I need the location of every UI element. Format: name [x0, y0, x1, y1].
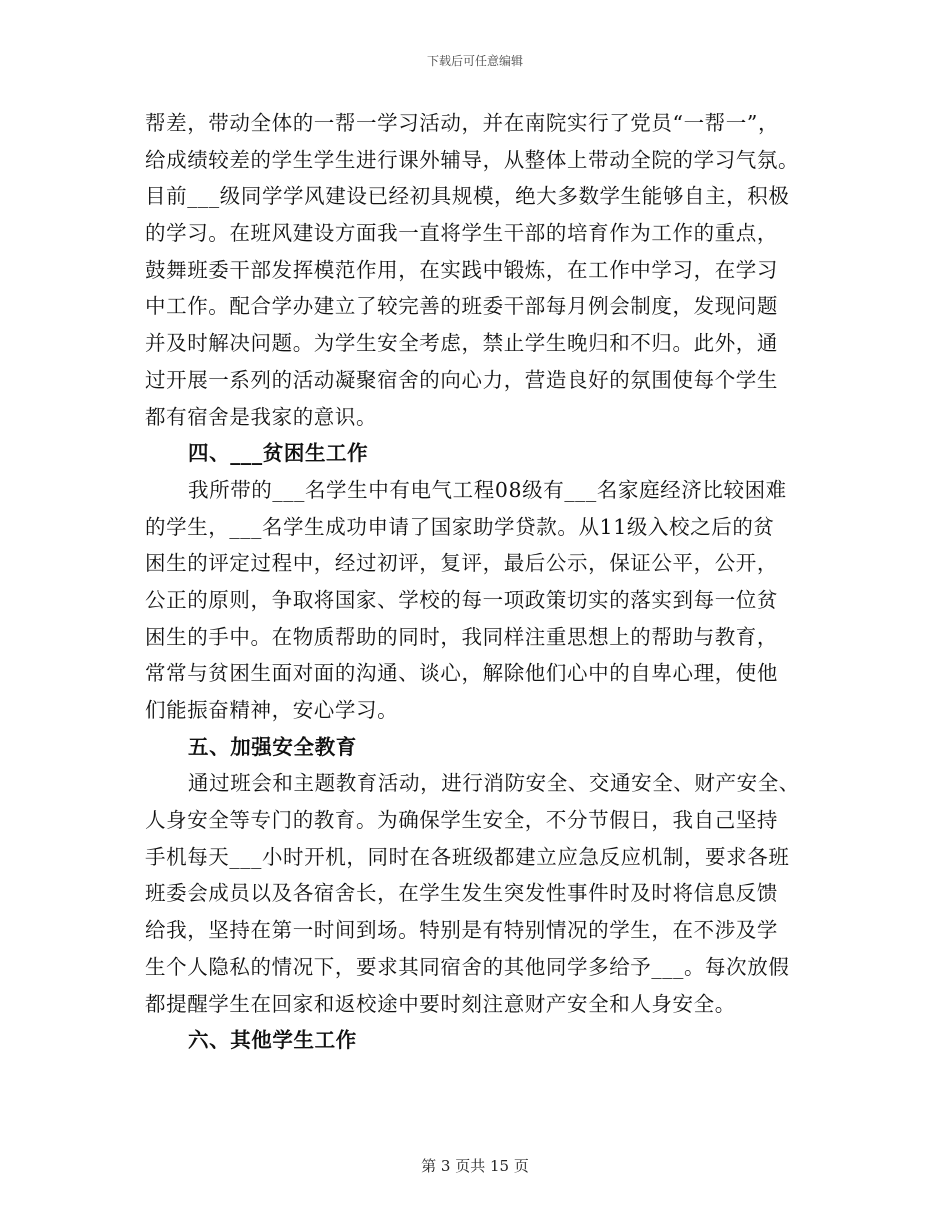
- paragraph-line: 人身安全等专门的教育。为确保学生安全，不分节假日，我自己坚持: [145, 808, 778, 833]
- paragraph-line: 手机每天___小时开机，同时在各班级都建立应急反应机制，要求各班: [145, 844, 790, 869]
- paragraph-line: 公正的原则，争取将国家、学校的每一项政策切实的落实到每一位贫: [145, 587, 778, 612]
- paragraph-line: 生个人隐私的情况下，要求其同宿舍的其他同学多给予___。每次放假: [145, 954, 790, 979]
- paragraph-line: 鼓舞班委干部发挥模范作用，在实践中锻炼，在工作中学习，在学习: [145, 257, 778, 282]
- paragraph-line: 困生的手中。在物质帮助的同时，我同样注重思想上的帮助与教育，: [145, 624, 778, 649]
- paragraph-line: 帮差，带动全体的一帮一学习活动，并在南院实行了党员“一帮一”，: [145, 111, 780, 135]
- paragraph-line: 给我，坚持在第一时间到场。特别是有特别情况的学生，在不涉及学: [145, 918, 778, 943]
- paragraph-line: 中工作。配合学办建立了较完善的班委干部每月例会制度，发现问题: [145, 294, 778, 319]
- paragraph-line: 常常与贫困生面对面的沟通、谈心，解除他们心中的自卑心理，使他: [145, 661, 778, 686]
- section-heading: 五、加强安全教育: [188, 734, 357, 759]
- paragraph-line: 我所带的___名学生中有电气工程08级有___名家庭经济比较困难: [188, 477, 787, 502]
- paragraph-line: 目前___级同学学风建设已经初具规模，绝大多数学生能够自主，积极: [145, 184, 790, 209]
- paragraph-line: 困生的评定过程中，经过初评，复评，最后公示，保证公平，公开，: [145, 551, 778, 576]
- page-footer: 第 3 页共 15 页: [421, 1157, 529, 1175]
- paragraph-line: 的学习。在班风建设方面我一直将学生干部的培育作为工作的重点，: [145, 221, 778, 246]
- section-heading: 四、___贫困生工作: [188, 441, 369, 466]
- paragraph-line: 给成绩较差的学生学生进行课外辅导，从整体上带动全院的学习气氛。: [145, 147, 800, 172]
- paragraph-line: 通过班会和主题教育活动，进行消防安全、交通安全、财产安全、: [188, 771, 800, 796]
- paragraph-line: 的学生，___名学生成功申请了国家助学贷款。从11级入校之后的贫: [145, 514, 775, 539]
- paragraph-line: 班委会成员以及各宿舍长，在学生发生突发性事件时及时将信息反馈: [145, 881, 778, 906]
- paragraph-line: 过开展一系列的活动凝聚宿舍的向心力，营造良好的氛围使每个学生: [145, 367, 778, 392]
- section-heading: 六、其他学生工作: [188, 1028, 357, 1053]
- paragraph-line: 们能振奋精神，安心学习。: [145, 698, 399, 722]
- paragraph-line: 并及时解决问题。为学生安全考虑，禁止学生晚归和不归。此外，通: [145, 331, 778, 356]
- paragraph-line: 都提醒学生在回家和返校途中要时刻注意财产安全和人身安全。: [145, 991, 736, 1016]
- paragraph-line: 都有宿舍是我家的意识。: [145, 404, 378, 429]
- document-body: [145, 105, 805, 1059]
- page-header: 下载后可任意编辑: [426, 54, 523, 68]
